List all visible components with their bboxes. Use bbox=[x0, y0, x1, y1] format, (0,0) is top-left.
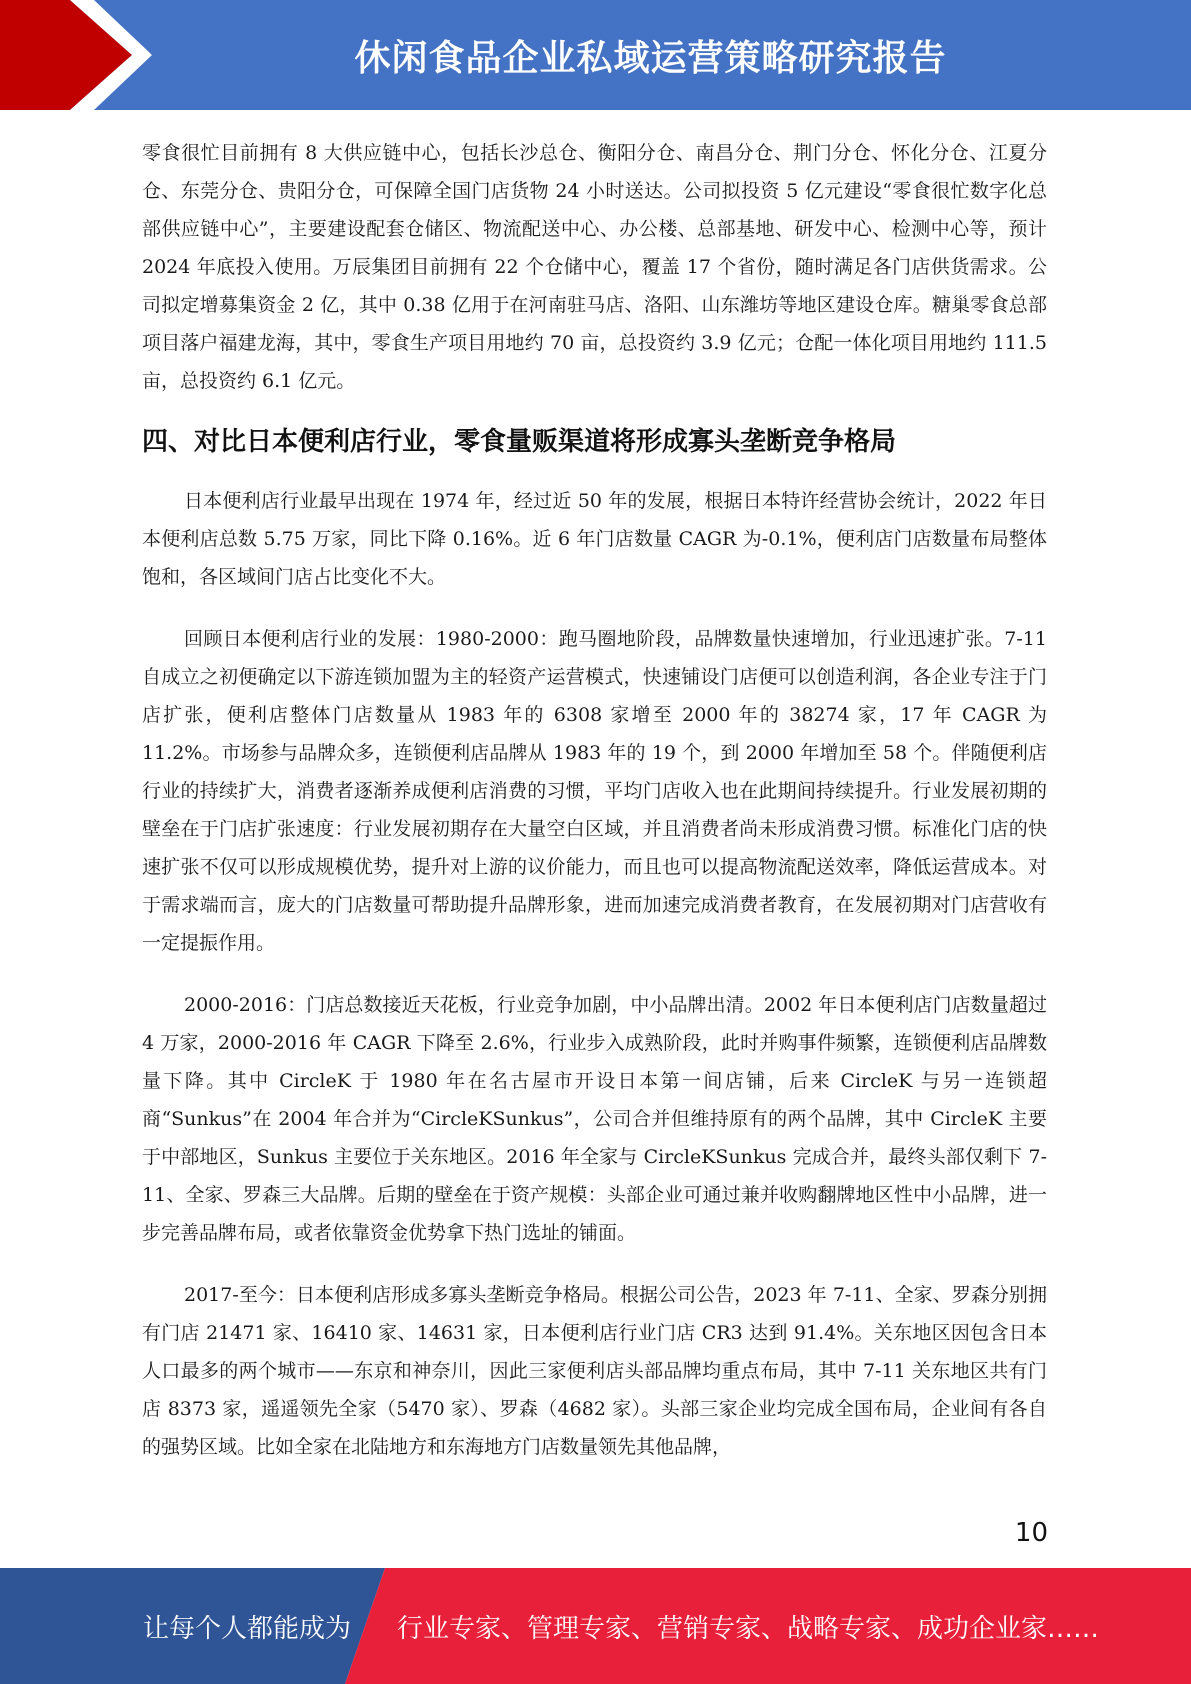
page-number: 10 bbox=[1014, 1518, 1048, 1548]
paragraph-2000-2016: 2000-2016：门店总数接近天花板，行业竞争加剧，中小品牌出清。2002 年日本便利店门店数量超过 4 万家，2000-2016 年 CAGR 下降至 2.6%，行业步入成熟阶段，此时并购事件频繁，连锁便利店品牌数量下降。其中 CircleK 于 1980 年在名古屋市开设日本第一间店铺，后来 CircleK 与另一连锁超商“Sunkus”在 2004 年合并为“CircleKSunkus”，公司合并但维持原有的两个品牌，其中 CircleK 主要于中部地区，Sunkus 主要位于关东地区。2016 年全家与 CircleKSunkus 完成合并，最终头部仅剩下 7-11、全家、罗森三大品牌。后期的壁垒在于资产规模：头部企业可通过兼并收购翻牌地区性中小品牌，进一步完善品牌布局，或者依靠资金优势拿下热门选址的铺面。 bbox=[142, 994, 1047, 1244]
header-arrow-decoration bbox=[0, 0, 160, 110]
paragraph-1980-2000: 回顾日本便利店行业的发展：1980-2000：跑马圈地阶段，品牌数量快速增加，行业迅速扩张。7-11 自成立之初便确定以下游连锁加盟为主的轻资产运营模式，快速铺设门店便可以创造利润，各企业专注于门店扩张，便利店整体门店数量从 1983 年的 6308 家增至 2000 年的 38274 家，17 年 CAGR 为 11.2%。市场参与品牌众多，连锁便利店品牌从 1983 年的 19 个，到 2000 年增加至 58 个。伴随便利店行业的持续扩大，消费者逐渐养成便利店消费的习惯，平均门店收入也在此期间持续提升。行业发展初期的壁垒在于门店扩张速度：行业发展初期存在大量空白区域，并且消费者尚未形成消费习惯。标准化门店的快速扩张不仅可以形成规模优势，提升对上游的议价能力，而且也可以提高物流配送效率，降低运营成本。对于需求端而言，庞大的门店数量可帮助提升品牌形象，进而加速完成消费者教育，在发展初期对门店营收有一定提振作用。 bbox=[142, 628, 1047, 954]
footer-slogan-left: 让每个人都能成为 bbox=[143, 1613, 352, 1644]
report-title: 休闲食品企业私域运营策略研究报告 bbox=[354, 37, 947, 79]
paragraph-supply-chain: 零食很忙目前拥有 8 大供应链中心，包括长沙总仓、衡阳分仓、南昌分仓、荆门分仓、怀化分仓、江夏分仓、东莞分仓、贵阳分仓，可保障全国门店货物 24 小时送达。公司拟投资 5 亿元建设“零食很忙数字化总部供应链中心”，主要建设配套仓储区、物流配送中心、办公楼、总部基地、研发中心、检测中心等，预计 2024 年底投入使用。万辰集团目前拥有 22 个仓储中心，覆盖 17 个省份，随时满足各门店供货需求。公司拟定增募集资金 2 亿，其中 0.38 亿用于在河南驻马店、洛阳、山东潍坊等地区建设仓库。糖巢零食总部项目落户福建龙海，其中，零食生产项目用地约 70 亩，总投资约 3.9 亿元；仓配一体化项目用地约 111.5 亩，总投资约 6.1 亿元。 bbox=[142, 142, 1047, 392]
page-footer bbox=[0, 1568, 1191, 1684]
document-body bbox=[142, 134, 1047, 1466]
paragraph-2017-present: 2017-至今：日本便利店形成多寡头垄断竞争格局。根据公司公告，2023 年 7-11、全家、罗森分别拥有门店 21471 家、16410 家、14631 家，日本便利店行业门店 CR3 达到 91.4%。关东地区因包含日本人口最多的两个城市——东京和神奈川，因此三家便利店头部品牌均重点布局，其中 7-11 关东地区共有门店 8373 家，遥遥领先全家（5470 家）、罗森（4682 家）。头部三家企业均完成全国布局，企业间有各自的强势区域。比如全家在北陆地方和东海地方门店数量领先其他品牌， bbox=[142, 1284, 1047, 1458]
footer-slogan-right: 行业专家、管理专家、营销专家、战略专家、成功企业家…… bbox=[397, 1613, 1100, 1644]
page-header bbox=[0, 0, 1191, 110]
paragraph-japan-overview: 日本便利店行业最早出现在 1974 年，经过近 50 年的发展，根据日本特许经营协会统计，2022 年日本便利店总数 5.75 万家，同比下降 0.16%。近 6 年门店数量 CAGR 为-0.1%，便利店门店数量布局整体饱和，各区域间门店占比变化不大。 bbox=[142, 490, 1047, 588]
section-heading: 四、对比日本便利店行业，零食量贩渠道将形成寡头垄断竞争格局 bbox=[142, 427, 897, 457]
